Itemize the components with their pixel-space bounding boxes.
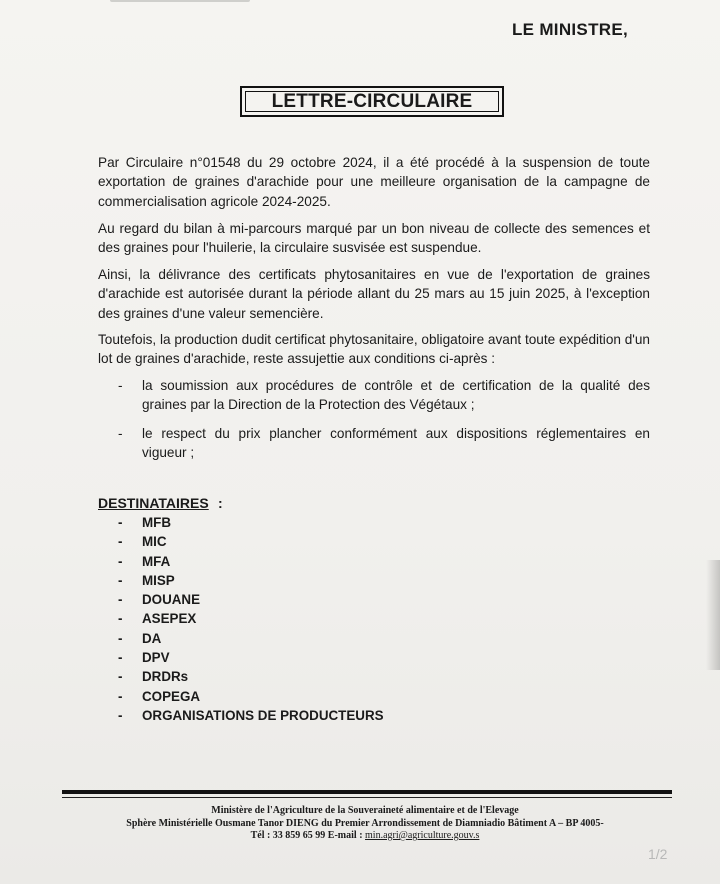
paragraph-4: Toutefois, la production dudit certificat phytosanitaire, obligatoire avant toute expédition d'un lot de graines d'arachide, reste assujettie aux conditions ci-après :: [98, 332, 650, 367]
paragraph-1: Par Circulaire n°01548 du 29 octobre 2024, il a été procédé à la suspension de toute exportation de graines d'arachide pour une meilleure organisation de la campagne de commercialisation agricole 2024-2025.: [98, 155, 650, 209]
document-title: LETTRE-CIRCULAIRE: [271, 90, 473, 112]
bullet-dash: -: [118, 707, 123, 723]
footer-ministry: Ministère de l'Agriculture de la Souveraineté alimentaire et de l'Elevage: [211, 805, 519, 816]
list-item: [98, 669, 498, 688]
list-item: [98, 689, 498, 708]
list-item: [98, 554, 498, 573]
paragraph-2: Au regard du bilan à mi-parcours marqué par un bon niveau de collecte des semences et des graines pour l'huilerie, la circulaire susvisée est suspendue.: [98, 221, 650, 256]
bullet-dash: -: [118, 688, 123, 704]
footer-email-link[interactable]: min.agri@agriculture.gouv.s: [365, 830, 480, 841]
bullet-dash: -: [118, 378, 123, 393]
recipient-name: DRDRs: [142, 669, 189, 685]
recipient-name: MISP: [142, 572, 175, 588]
list-item: [98, 573, 498, 592]
condition-text: le respect du prix plancher conformément aux dispositions réglementaires en vigueur ;: [142, 426, 650, 461]
footer-divider-thin: [62, 797, 672, 798]
list-item: [98, 650, 498, 669]
letterhead-footer: [40, 805, 690, 843]
list-item: [98, 515, 498, 534]
recipients-list: [98, 515, 498, 727]
recipient-name: DOUANE: [142, 592, 201, 608]
footer-divider: [62, 790, 672, 794]
photo-edge-shadow: [706, 560, 720, 670]
footer-phone: Tél : 33 859 65 99 E-mail :: [250, 830, 366, 841]
bullet-dash: -: [118, 630, 123, 646]
recipient-name: MIC: [142, 534, 167, 550]
paragraph-3: Ainsi, la délivrance des certificats phytosanitaires en vue de l'exportation de graines d'arachide est autorisée durant la période allant du 25 mars au 15 juin 2025, à l'exception des graines d'une valeur semencière.: [98, 267, 650, 321]
footer-address: Sphère Ministérielle Ousmane Tanor DIENG du Premier Arrondissement de Diamniadio Bâtiment A – BP 4005-: [126, 817, 604, 829]
list-item: [98, 592, 498, 611]
bullet-dash: -: [118, 669, 123, 685]
recipients-heading: DESTINATAIRES: [98, 495, 209, 511]
list-item: [98, 631, 498, 650]
recipient-name: DPV: [142, 650, 170, 666]
bullet-dash: -: [118, 515, 123, 530]
recipient-name: MFB: [142, 515, 172, 530]
recipients-heading-colon: :: [218, 495, 223, 511]
bullet-dash: -: [118, 553, 123, 569]
recipient-name: COPEGA: [142, 688, 201, 704]
bullet-dash: -: [118, 534, 123, 550]
list-item: [98, 611, 498, 630]
bullet-dash: -: [118, 426, 123, 441]
recipient-name: ORGANISATIONS DE PRODUCTEURS: [142, 707, 384, 723]
bullet-dash: -: [118, 650, 123, 666]
recipient-name: MFA: [142, 553, 171, 569]
condition-text: la soumission aux procédures de contrôle et de certification de la qualité des graines par la Direction de la Protection des Végétaux ;: [142, 378, 650, 413]
page-number: 1/2: [648, 846, 668, 862]
list-item: [98, 534, 498, 553]
cropped-header-fragment: [110, 0, 250, 2]
recipient-name: DA: [142, 630, 162, 646]
bullet-dash: -: [118, 572, 123, 588]
signatory-heading: LE MINISTRE,: [512, 20, 628, 39]
recipient-name: ASEPEX: [142, 611, 197, 627]
footer-contact: [40, 830, 690, 843]
list-item: [98, 708, 498, 727]
document-title-box: [240, 86, 504, 117]
bullet-dash: -: [118, 592, 123, 608]
bullet-dash: -: [118, 611, 123, 627]
